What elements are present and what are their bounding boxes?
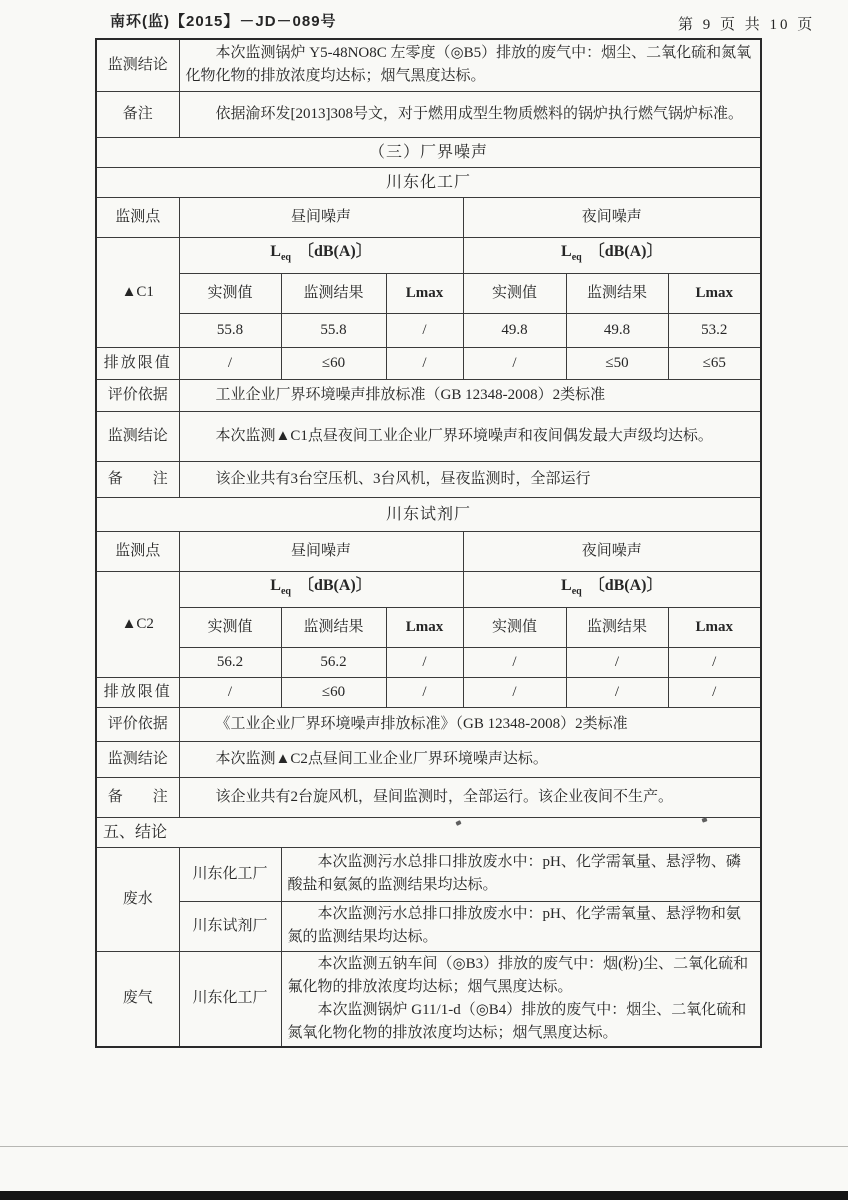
col-header-result: 监测结果 [566, 607, 668, 647]
col-header-lmax: Lmax [668, 607, 761, 647]
final-factory-cell: 川东化工厂 [179, 847, 281, 901]
basis-text: 工业企业厂界环境噪声排放标准（GB 12348-2008）2类标准 [179, 379, 761, 411]
gas-paragraph-2: 本次监测锅炉 G11/1-d（◎B4）排放的废气中：烟尘、二氧化硫和氮氧化物化物的排放浓度均达标；烟气黑度达标。 [287, 1001, 747, 1041]
limit-value-cell: / [386, 677, 463, 707]
scan-edge-bar [0, 1191, 848, 1200]
basis-row-label: 评价依据 [96, 379, 179, 411]
page-indicator: 第 9 页 共 10 页 [678, 17, 816, 33]
noise-value-cell: / [668, 647, 761, 677]
noise-value-cell: 56.2 [281, 647, 386, 677]
col-header-lmax: Lmax [668, 273, 761, 313]
day-noise-header: 昼间噪声 [179, 197, 463, 237]
limit-value-cell: / [179, 347, 281, 379]
factory1-name: 川东化工厂 [96, 167, 761, 197]
col-header-lmax: Lmax [386, 273, 463, 313]
noise-remark-label: 备 注 [96, 777, 179, 817]
final-section-title: 五、结论 [96, 817, 761, 847]
leq-header-night [463, 237, 761, 273]
leq-unit: 〔dB(A)〕 [588, 577, 663, 595]
col-header-measured: 实测值 [463, 607, 566, 647]
col-header-result: 监测结果 [281, 273, 386, 313]
basis-row-label: 评价依据 [96, 707, 179, 741]
page-header [0, 6, 848, 32]
night-noise-header: 夜间噪声 [463, 197, 761, 237]
limit-value-cell: ≤60 [281, 677, 386, 707]
limit-value-cell: ≤60 [281, 347, 386, 379]
boiler-remark-text: 依据渝环发[2013]308号文，对于燃用成型生物质燃料的锅炉执行燃气锅炉标准。 [179, 91, 761, 137]
boiler-conclusion-text: 本次监测锅炉 Y5-48NO8C 左零度（◎B5）排放的废气中：烟尘、二氧化硫和氮氧化物化物的排放浓度均达标；烟气黑度达标。 [179, 39, 761, 91]
waste-gas-label: 废气 [96, 951, 179, 1047]
point-header: 监测点 [96, 197, 179, 237]
limit-value-cell: / [386, 347, 463, 379]
noise-remark-text: 该企业共有2台旋风机，昼间监测时，全部运行。该企业夜间不生产。 [179, 777, 761, 817]
limit-value-cell: ≤50 [566, 347, 668, 379]
leq-header-day [179, 237, 463, 273]
leq-symbol: L [270, 577, 281, 595]
leq-subscript: eq [571, 252, 582, 264]
leq-symbol: L [561, 243, 572, 261]
noise-conclusion-text: 本次监测▲C1点昼夜间工业企业厂界环境噪声和夜间偶发最大声级均达标。 [179, 411, 761, 461]
noise-value-cell: 55.8 [281, 313, 386, 347]
final-conclusion-text: 本次监测污水总排口排放废水中：pH、化学需氧量、悬浮物、磷酸盐和氨氮的监测结果均达标。 [281, 847, 761, 901]
leq-header-night [463, 571, 761, 607]
noise-value-cell: 53.2 [668, 313, 761, 347]
section-title: （三）厂界噪声 [96, 137, 761, 167]
monitoring-point-c1: ▲C1 [96, 237, 179, 347]
monitoring-point-c2: ▲C2 [96, 571, 179, 677]
doc-number: 南环(监)【2015】－JD－089号 [110, 13, 337, 30]
noise-value-cell: / [386, 647, 463, 677]
day-noise-header: 昼间噪声 [179, 531, 463, 571]
leq-subscript: eq [280, 252, 291, 264]
final-factory-cell: 川东试剂厂 [179, 901, 281, 951]
gas-paragraph-1: 本次监测五钠车间（◎B3）排放的废气中：烟(粉)尘、二氧化硫和氟化物的排放浓度均达标；烟气黑度达标。 [287, 955, 749, 995]
leq-unit: 〔dB(A)〕 [588, 243, 663, 261]
monitoring-report-table [95, 38, 762, 1048]
limit-value-cell: / [668, 677, 761, 707]
basis-text: 《工业企业厂界环境噪声排放标准》（GB 12348-2008）2类标准 [179, 707, 761, 741]
col-header-result: 监测结果 [281, 607, 386, 647]
night-noise-header: 夜间噪声 [463, 531, 761, 571]
limit-value-cell: / [463, 347, 566, 379]
leq-subscript: eq [571, 586, 582, 598]
noise-conclusion-text: 本次监测▲C2点昼间工业企业厂界环境噪声达标。 [179, 741, 761, 777]
boiler-conclusion-label: 监测结论 [96, 39, 179, 91]
col-header-measured: 实测值 [179, 607, 281, 647]
noise-value-cell: / [566, 647, 668, 677]
noise-conclusion-label: 监测结论 [96, 741, 179, 777]
limit-row-label: 排放限值 [96, 347, 179, 379]
limit-row-label: 排放限值 [96, 677, 179, 707]
col-header-result: 监测结果 [566, 273, 668, 313]
noise-conclusion-label: 监测结论 [96, 411, 179, 461]
noise-value-cell: 49.8 [566, 313, 668, 347]
leq-symbol: L [561, 577, 572, 595]
limit-value-cell: ≤65 [668, 347, 761, 379]
noise-value-cell: 49.8 [463, 313, 566, 347]
col-header-measured: 实测值 [463, 273, 566, 313]
leq-symbol: L [270, 243, 281, 261]
boiler-remark-label: 备注 [96, 91, 179, 137]
noise-value-cell: 56.2 [179, 647, 281, 677]
leq-unit: 〔dB(A)〕 [297, 243, 372, 261]
point-header: 监测点 [96, 531, 179, 571]
factory2-name: 川东试剂厂 [96, 497, 761, 531]
wastewater-label: 废水 [96, 847, 179, 951]
noise-remark-text: 该企业共有3台空压机、3台风机，昼夜监测时，全部运行 [179, 461, 761, 497]
final-conclusion-text [281, 951, 761, 1047]
noise-remark-label: 备 注 [96, 461, 179, 497]
leq-unit: 〔dB(A)〕 [297, 577, 372, 595]
col-header-measured: 实测值 [179, 273, 281, 313]
noise-value-cell: 55.8 [179, 313, 281, 347]
limit-value-cell: / [179, 677, 281, 707]
limit-value-cell: / [566, 677, 668, 707]
final-conclusion-text: 本次监测污水总排口排放废水中：pH、化学需氧量、悬浮物和氨氮的监测结果均达标。 [281, 901, 761, 951]
leq-header-day [179, 571, 463, 607]
col-header-lmax: Lmax [386, 607, 463, 647]
scan-artifact-line [0, 1146, 848, 1147]
noise-value-cell: / [463, 647, 566, 677]
final-factory-cell: 川东化工厂 [179, 951, 281, 1047]
noise-value-cell: / [386, 313, 463, 347]
leq-subscript: eq [280, 586, 291, 598]
limit-value-cell: / [463, 677, 566, 707]
